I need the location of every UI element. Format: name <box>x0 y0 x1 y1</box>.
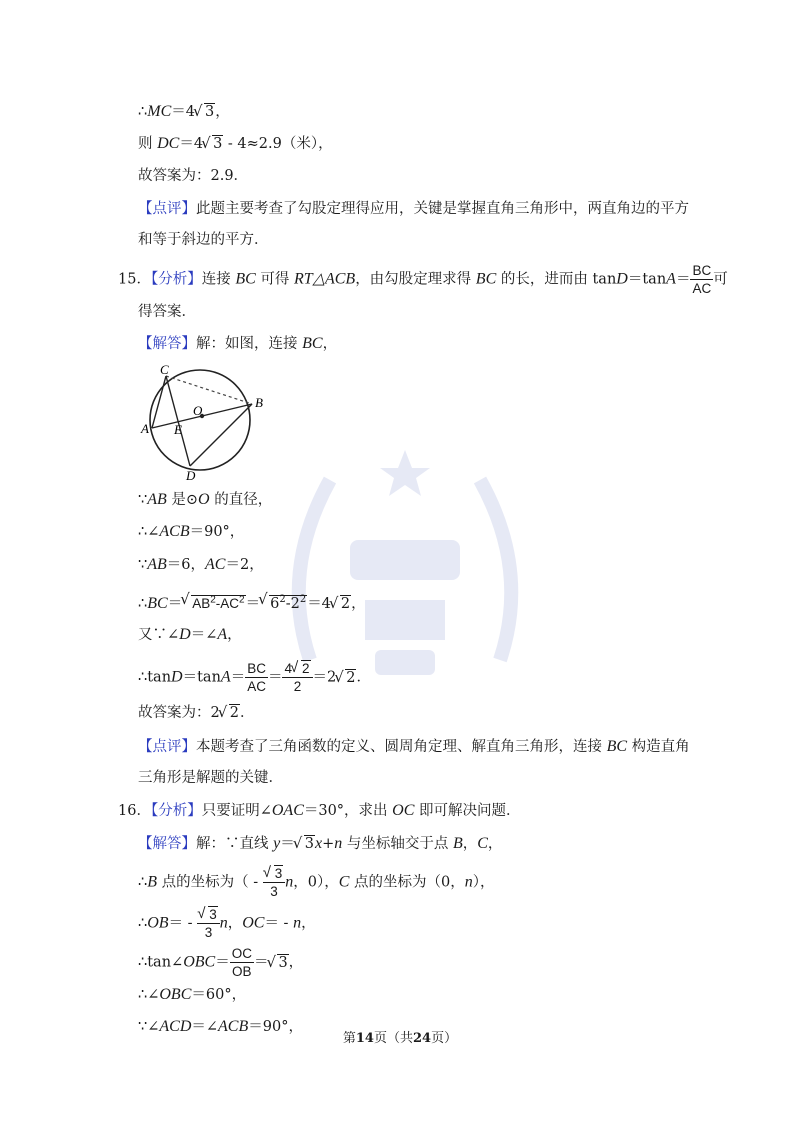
svg-text:O: O <box>193 403 203 418</box>
svg-text:C: C <box>160 362 169 377</box>
analysis-15: 15．【分析】连接 BC 可得 RT△ACB，由勾股定理求得 BC 的长，进而由 tanD＝tanA＝ $\frac{BC}{AC}$ 可 <box>118 263 728 296</box>
line-angle-obc: ∴∠OBC＝60°， <box>138 986 247 1003</box>
line-bc-value: ∴BC＝√ $AB^2-AC^2=√$ $6^2-2^2=4√$ 2， <box>138 589 366 615</box>
comment-tag: 【点评】 <box>138 201 196 217</box>
line-coordinates: ∴B 点的坐标为（ - √ $\frac{3}{3}$ n，0），C 点的坐标为（0，n）， <box>138 865 495 900</box>
page-footer: 第14页（共24页） <box>342 1031 458 1046</box>
svg-text:B: B <box>255 395 263 410</box>
line-angle-acb: ∴∠ACB＝90°， <box>138 523 245 540</box>
line-diameter: ∵AB 是⊙O 的直径， <box>138 491 273 508</box>
answer-14: 故答案为：2.9． <box>138 168 249 184</box>
line-ob-oc: ∴OB＝ - √ $\frac{3}{3}$ n，OC＝ - n， <box>138 906 316 941</box>
line-mc: ∴MC＝4√ 3， <box>138 101 230 123</box>
line-ab-ac: ∵AB＝6，AC＝2， <box>138 556 264 573</box>
line-dc: 则 DC＝4√ 3 - 4≈2.9（米）， <box>138 133 333 155</box>
solution-16-start: 【解答】解：∵直线 y＝√ 3x+n 与坐标轴交于点 B，C， <box>138 833 502 855</box>
comment-15-cont: 三角形是解题的关键． <box>138 770 283 786</box>
analysis-16: 16．【分析】只要证明∠OAC＝30°，求出 OC 即可解决问题． <box>118 802 521 819</box>
circle-figure <box>138 362 268 484</box>
analysis-15-cont: 得答案． <box>138 304 196 320</box>
line-tan-obc: ∴tan∠OBC＝ $\frac{OC}{OB}$ ＝√ 3， <box>138 945 303 980</box>
fraction-bc-ac: $\frac{BC}{AC}$ <box>692 263 712 296</box>
answer-15: 故答案为：2√ 2． <box>138 702 254 724</box>
svg-text:A: A <box>141 421 149 436</box>
solution-15-start: 【解答】解：如图，连接 BC， <box>138 335 338 352</box>
comment-15: 【点评】本题考查了三角函数的定义、圆周角定理、解直角三角形，连接 BC 构造直角 <box>138 738 690 755</box>
comment-14: 【点评】此题主要考查了勾股定理得应用，关键是掌握直角三角形中，两直角边的平方 <box>138 201 689 217</box>
line-angle-acd: ∵∠ACD＝∠ACB＝90°， <box>138 1018 303 1035</box>
line-angle-d-a: 又∵∠D＝∠A， <box>138 626 242 643</box>
svg-text:E: E <box>174 422 182 437</box>
svg-text:D: D <box>186 468 196 483</box>
line-tan-d: ∴tanD＝tanA＝ $\frac{BC}{AC}$ ＝ $\frac{4√ 2}{2}$ ＝2√ 2． <box>138 660 371 695</box>
comment-14-cont: 和等于斜边的平方． <box>138 232 269 248</box>
